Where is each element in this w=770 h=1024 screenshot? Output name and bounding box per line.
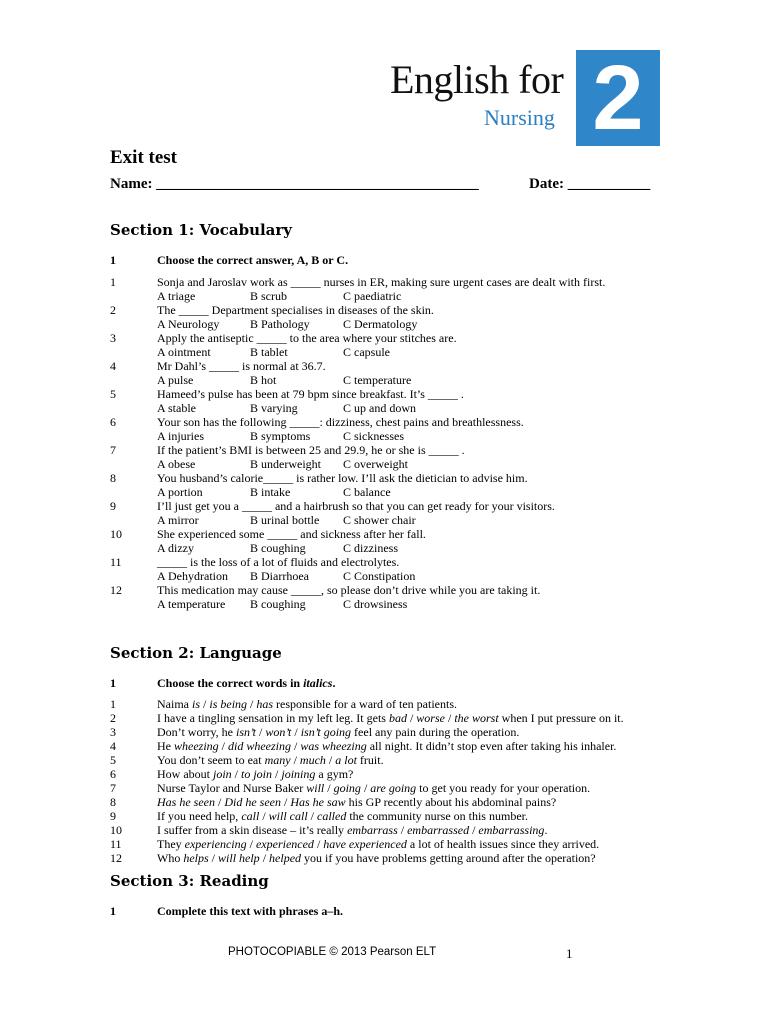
word-choice[interactable]: did wheezing	[228, 739, 292, 753]
question-text: She experienced some _____ and sickness after her fall.	[157, 527, 426, 541]
word-choice[interactable]: won’t	[265, 725, 292, 739]
word-choice[interactable]: will help	[218, 851, 260, 865]
word-choice[interactable]: isn’t	[235, 725, 256, 739]
question-text: Hameed’s pulse has been at 79 bpm since breakfast. It’s _____ .	[157, 387, 464, 401]
option-b[interactable]: B varying	[250, 401, 298, 415]
question-number: 4	[110, 739, 116, 753]
question-text: You don’t seem to eat many / much / a lot fruit.	[157, 753, 384, 767]
question-number: 2	[110, 711, 116, 725]
word-choice[interactable]: bad	[388, 711, 407, 725]
question-number: 11	[110, 837, 122, 851]
option-c[interactable]: C paediatric	[343, 289, 402, 303]
option-a[interactable]: A injuries	[157, 429, 204, 443]
option-b[interactable]: B Pathology	[250, 317, 310, 331]
option-a[interactable]: A dizzy	[157, 541, 194, 555]
date-field[interactable]: Date: ___________	[529, 176, 651, 192]
word-choice[interactable]: isn’t going	[300, 725, 352, 739]
word-choice[interactable]: much	[299, 753, 326, 767]
word-choice[interactable]: has	[256, 697, 274, 711]
word-choice[interactable]: a lot	[335, 753, 357, 767]
option-a[interactable]: A ointment	[157, 345, 211, 359]
option-a[interactable]: A Dehydration	[157, 569, 228, 583]
question-number: 3	[110, 725, 116, 739]
question-number: 10	[110, 527, 122, 541]
option-c[interactable]: C temperature	[343, 373, 412, 387]
option-b[interactable]: B hot	[250, 373, 277, 387]
question-number: 8	[110, 471, 116, 485]
question-text: Sonja and Jaroslav work as _____ nurses in ER, making sure urgent cases are dealt with first.	[157, 275, 606, 289]
word-choice[interactable]: will	[306, 781, 325, 795]
option-a[interactable]: A triage	[157, 289, 196, 303]
question-number: 6	[110, 415, 116, 429]
option-c[interactable]: C Constipation	[343, 569, 416, 583]
task-number: 1	[110, 676, 116, 690]
question-number: 3	[110, 331, 116, 345]
option-c[interactable]: C up and down	[343, 401, 416, 415]
option-a[interactable]: A obese	[157, 457, 196, 471]
question-text: _____ is the loss of a lot of fluids and electrolytes.	[157, 555, 400, 569]
option-b[interactable]: B Diarrhoea	[250, 569, 309, 583]
option-b[interactable]: B intake	[250, 485, 291, 499]
option-c[interactable]: C sicknesses	[343, 429, 404, 443]
question-text: The _____ Department specialises in diseases of the skin.	[157, 303, 434, 317]
option-a[interactable]: A temperature	[157, 597, 226, 611]
option-b[interactable]: B scrub	[250, 289, 287, 303]
option-b[interactable]: B urinal bottle	[250, 513, 320, 527]
word-choice[interactable]: embarrass	[347, 823, 398, 837]
section2-heading: Section 2: Language	[110, 644, 282, 662]
word-choice[interactable]: many	[264, 753, 291, 767]
question-number: 7	[110, 781, 116, 795]
question-text: Naima is / is being / has responsible for a ward of ten patients.	[157, 697, 457, 711]
question-number: 6	[110, 767, 116, 781]
question-number: 5	[110, 753, 116, 767]
name-field[interactable]: Name: ___________________________________________	[110, 176, 479, 192]
question-number: 12	[110, 583, 122, 597]
option-c[interactable]: C Dermatology	[343, 317, 418, 331]
word-choice[interactable]: was wheezing	[300, 739, 367, 753]
word-choice[interactable]: going	[333, 781, 361, 795]
question-text: This medication may cause _____, so please don’t drive while you are taking it.	[157, 583, 541, 597]
word-choice[interactable]: the worst	[454, 711, 499, 725]
option-c[interactable]: C capsule	[343, 345, 390, 359]
question-text: Your son has the following _____: dizziness, chest pains and breathlessness.	[157, 415, 524, 429]
word-choice[interactable]: worse	[416, 711, 445, 725]
word-choice[interactable]: Has he seen	[157, 795, 215, 809]
option-a[interactable]: A stable	[157, 401, 196, 415]
question-number: 9	[110, 499, 116, 513]
word-choice[interactable]: called	[317, 809, 347, 823]
level-number: 2	[592, 47, 644, 149]
question-text: Nurse Taylor and Nurse Baker will / going / are going to get you ready for your operation.	[157, 781, 591, 795]
word-choice[interactable]: have experienced	[323, 837, 407, 851]
word-choice[interactable]: experienced	[255, 837, 314, 851]
word-choice[interactable]: helps	[183, 851, 209, 865]
instruction-text: Choose the correct words in italics.	[157, 676, 336, 690]
question-text: If the patient’s BMI is between 25 and 29.9, he or she is _____ .	[157, 443, 465, 457]
copyright-notice: PHOTOCOPIABLE © 2013 Pearson ELT	[228, 946, 437, 958]
option-b[interactable]: B symptoms	[250, 429, 311, 443]
option-c[interactable]: C shower chair	[343, 513, 416, 527]
question-number: 1	[110, 275, 116, 289]
question-number: 8	[110, 795, 116, 809]
question-text: How about join / to join / joining a gym?	[157, 767, 354, 781]
option-a[interactable]: A portion	[157, 485, 203, 499]
task-number: 1	[110, 253, 116, 267]
instruction-text: Complete this text with phrases a–h.	[157, 904, 343, 918]
word-choice[interactable]: is being	[209, 697, 248, 711]
word-choice[interactable]: Has he saw	[290, 795, 346, 809]
option-b[interactable]: B underweight	[250, 457, 321, 471]
task-number: 1	[110, 904, 116, 918]
word-choice[interactable]: join	[213, 767, 232, 781]
question-number: 1	[110, 697, 116, 711]
question-number: 7	[110, 443, 116, 457]
word-choice[interactable]: embarrassing	[478, 823, 545, 837]
option-a[interactable]: A pulse	[157, 373, 194, 387]
word-choice[interactable]: will call	[268, 809, 308, 823]
question-text: I have a tingling sensation in my left leg. It gets bad / worse / the worst when I put pressure on it.	[157, 711, 624, 725]
word-choice[interactable]: is	[192, 697, 201, 711]
option-c[interactable]: C dizziness	[343, 541, 398, 555]
word-choice[interactable]: joining	[281, 767, 316, 781]
option-c[interactable]: C balance	[343, 485, 391, 499]
option-c[interactable]: C overweight	[343, 457, 408, 471]
question-text: Who helps / will help / helped you if you have problems getting around after the operation?	[157, 851, 596, 865]
word-choice[interactable]: Did he seen	[224, 795, 281, 809]
question-text: If you need help, call / will call / called the community nurse on this number.	[157, 809, 528, 823]
section3-heading: Section 3: Reading	[110, 872, 269, 890]
option-a[interactable]: A Neurology	[157, 317, 220, 331]
option-c[interactable]: C drowsiness	[343, 597, 408, 611]
word-choice[interactable]: wheezing	[174, 739, 219, 753]
section1-heading: Section 1: Vocabulary	[110, 221, 293, 239]
page-number: 1	[566, 946, 573, 961]
level-badge	[576, 47, 660, 149]
question-number: 5	[110, 387, 116, 401]
question-number: 2	[110, 303, 116, 317]
question-text: They experiencing / experienced / have experienced a lot of health issues since they arrived.	[157, 837, 600, 851]
question-text: I suffer from a skin disease – it’s really embarrass / embarrassed / embarrassing.	[157, 823, 548, 837]
question-number: 11	[110, 555, 122, 569]
question-text: Don’t worry, he isn’t / won’t / isn’t going feel any pain during the operation.	[157, 725, 520, 739]
word-choice[interactable]: experiencing	[184, 837, 247, 851]
option-a[interactable]: A mirror	[157, 513, 199, 527]
question-text: Mr Dahl’s _____ is normal at 36.7.	[157, 359, 326, 373]
instruction-text: Choose the correct answer, A, B or C.	[157, 253, 349, 267]
book-subtitle: Nursing	[484, 105, 555, 130]
question-number: 12	[110, 851, 122, 865]
question-number: 9	[110, 809, 116, 823]
document-title: Exit test	[110, 147, 178, 168]
option-b[interactable]: B coughing	[250, 541, 306, 555]
word-choice[interactable]: helped	[269, 851, 302, 865]
option-b[interactable]: B coughing	[250, 597, 306, 611]
question-text: He wheezing / did wheezing / was wheezing all night. It didn’t stop even after taking his inhaler.	[157, 739, 617, 753]
question-text: I’ll just get you a _____ and a hairbrush so that you can get ready for your visitors.	[157, 499, 555, 513]
question-number: 4	[110, 359, 116, 373]
question-number: 10	[110, 823, 122, 837]
book-title: English for	[390, 57, 564, 102]
question-text: You husband’s calorie_____ is rather low. I’ll ask the dietician to advise him.	[157, 471, 528, 485]
question-text: Apply the antiseptic _____ to the area where your stitches are.	[157, 331, 457, 345]
option-b[interactable]: B tablet	[250, 345, 288, 359]
question-text: Has he seen / Did he seen / Has he saw his GP recently about his abdominal pains?	[157, 795, 557, 809]
word-choice[interactable]: to join	[241, 767, 273, 781]
word-choice[interactable]: embarrassed	[407, 823, 470, 837]
word-choice[interactable]: call	[241, 809, 260, 823]
word-choice[interactable]: are going	[370, 781, 417, 795]
